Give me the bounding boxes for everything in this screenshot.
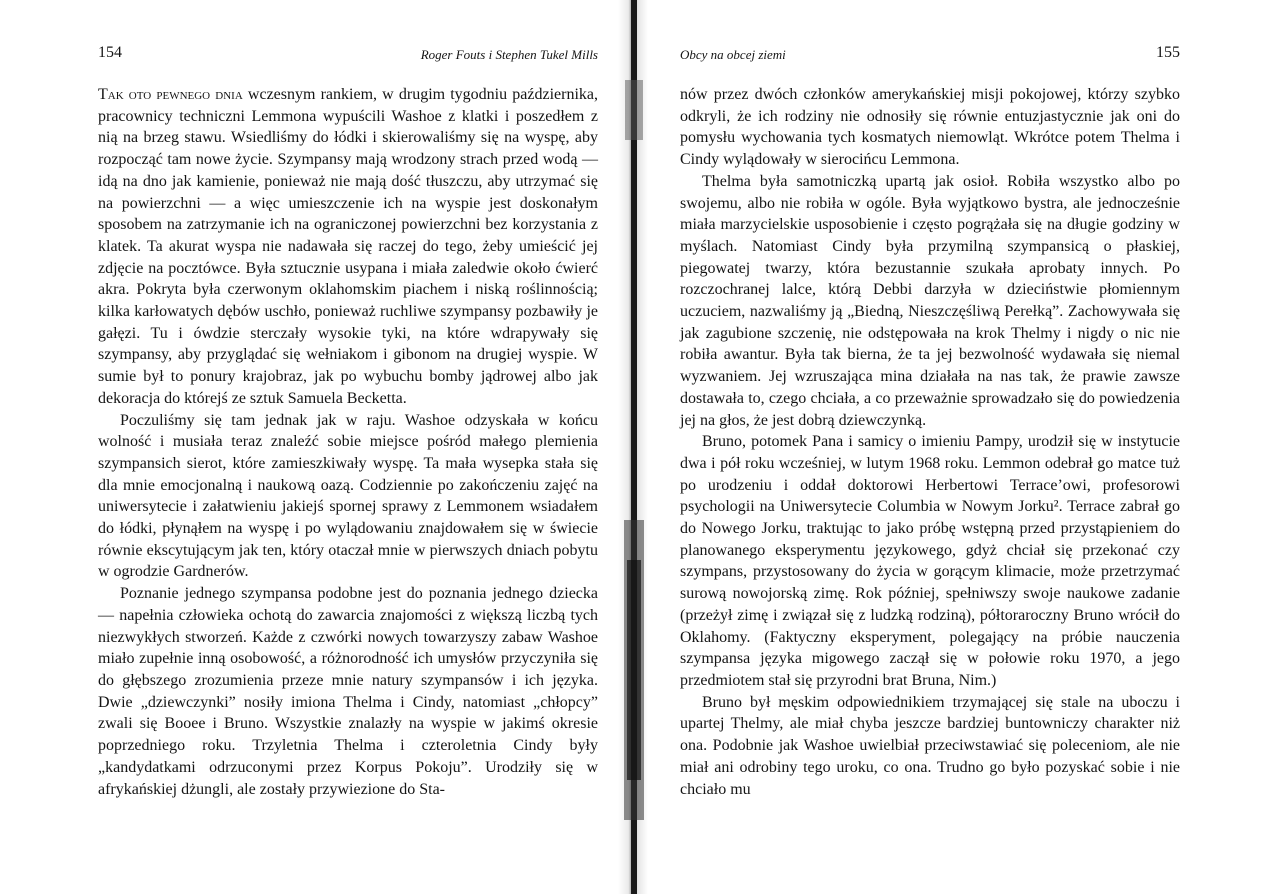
paragraph: Thelma była samotniczką upartą jak osioł. Robiła wszystko albo po swojemu, albo nie robiła w ogóle. Była wyjątkowo bystra, ale jednocześnie miała marzycielskie usposobienie i często pogrążała się na długie godziny w myślach. Natomiast Cindy była przymilną szympansicą o płaskiej, piegowatej twarzy, która bezustannie szukała aprobaty innych. Po rozczochranej lalce, którą Debbi darzyła w dzieciństwie płomiennym uczuciem, nazwaliśmy ją „Biedną, Nieszczęśliwą Perełką”. Zachowywała się jak zagubione szczenię, nie odstępowała na krok Thelmy i nigdy o nic nie robiła awantur. Była tak bierna, że ta jej bezwolność wydawała się niemal wyzwaniem. Jej wzruszająca mina działała na nas tak, że prawie zawsze dostawała to, czego chciała, a co przeważnie sprowadzało się do powiedzenia jej na głos, że jest dobrą dziewczynką. [680,172,1180,429]
running-head: Obcy na obcej ziemi [680,47,786,62]
book-gutter [598,0,668,894]
right-page [680,0,1180,894]
left-page-header [98,44,598,66]
paragraph: nów przez dwóch członków amerykańskiej misji pokojowej, którzy szybko odkryli, że ich rodziny nie odnosiły się równie entuzjastycznie jak oni do pomysłu wychowania tych kosmatych niemowląt. Wkrótce potem Thelma i Cindy wylądowały w sierocińcu Lemmona. [680,86,1180,169]
paragraph-text: wczesnym rankiem, w drugim tygodniu października, pracownicy techniczni Lemmona wypuścili Washoe z klatki i poszedłem z nią na brzeg stawu. Wsiedliśmy do łódki i skierowaliśmy się na wyspę, aby rozpocząć tam nowe życie. Szympansy mają wrodzony strach przed wodą — idą na dno jak kamienie, ponieważ nie mają dość tłuszczu, aby utrzymać się na powierzchni — a więc umieszczenie ich na wyspie jest doskonałym sposobem na zatrzymanie ich na ograniczonej powierzchni bez korzystania z klatek. Ta akurat wyspa nie nadawała się raczej do tego, żeby umieścić jej zdjęcie na pocztówce. Była sztucznie usypana i miała zaledwie około ćwierć akra. Pokryta była czerwonym oklahomskim piachem i niską roślinnością; kilka karłowatych dębów uschło, ponieważ ruchliwe szympansy pozbawiły je gałęzi. Tu i ówdzie sterczały wysokie tyki, na które wdrapywały się szympansy, aby przyglądać się wełniakom i gibonom na drugiej wyspie. W sumie był to ponury krajobraz, jak po wybuchu bomby jądrowej albo jak dekoracja do którejś ze sztuk Samuela Becketta. [98,86,598,407]
paragraph: Poznanie jednego szympansa podobne jest do poznania jednego dziecka — napełnia człowieka ochotą do zawarcia znajomości z większą liczbą tych niezwykłych stworzeń. Każde z czwórki nowych towarzyszy zabaw Washoe miało zupełnie inną osobowość, a różnorodność ich umysłów przyczyniła się do głębszego zrozumienia przeze mnie natury szympansów i ich języka. Dwie „dziewczynki” nosiły imiona Thelma i Cindy, natomiast „chłopcy” zwali się Booee i Bruno. Wszystkie znalazły na wyspie w jakimś okresie poprzedniego roku. Trzyletnia Thelma i czteroletnia Cindy były „kandydatkami odrzuconymi przez Korpus Pokoju”. Urodziły się w afrykańskiej dżungli, ale zostały przywiezione do Sta- [98,585,598,798]
left-page-body [98,84,598,800]
small-caps-lead: Tak oto pewnego dnia [98,86,243,103]
running-head: Roger Fouts i Stephen Tukel Mills [420,47,598,62]
paragraph: Bruno, potomek Pana i samicy o imieniu Pampy, urodził się w instytucie dwa i pół roku wcześniej, w lutym 1968 roku. Lemmon odebrał go matce tuż po urodzeniu i oddał doktorowi Herbertowi Terrace’owi, profesorowi psychologii na Uniwersytecie Columbia w Nowym Jorku². Terrace zabrał go do Nowego Jorku, traktując to jako próbę wstępną przed przystąpieniem do planowanego eksperymentu językowego, gdyż chciał się przekonać czy szympans, przystosowany do życia w gorącym klimacie, może przetrzymać surową nowojorską zimę. Rok później, spełniwszy swoje naukowe zadanie (przeżył zimę i związał się z ludzką rodziną), półtoraroczny Bruno wrócił do Oklahomy. (Faktyczny eksperyment, polegający na próbie nauczenia szympansa języka migowego zaczął się w połowie roku 1970, a jego przedmiotem stał się przyrodni brat Bruna, Nim.) [680,433,1180,689]
right-page-body [680,84,1180,800]
paragraph: Bruno był męskim odpowiednikiem trzymającej się stale na uboczu i upartej Thelmy, ale miał chyba jeszcze bardziej buntowniczy charakter niż ona. Podobnie jak Washoe uwielbiał przeciwstawiać się poleceniom, ale nie miał ani odrobiny tego uroku, co ona. Trudno go było pozyskać sobie i nie chciało mu [680,693,1180,798]
right-page-header [680,44,1180,66]
page-number: 155 [1156,44,1180,61]
page-number: 154 [98,44,122,61]
left-page [98,0,598,894]
paragraph: Poczuliśmy się tam jednak jak w raju. Washoe odzyskała w końcu wolność i musiała teraz znaleźć sobie miejsce pośród małego plemienia szympansich sierot, które zamieszkiwały wyspę. Ta mała wysepka stała się dla mnie emocjonalną i naukową oazą. Codziennie po zakończeniu zajęć na uniwersytecie i załatwieniu jakiejś spornej sprawy z Lemmonem wsiadałem do łódki, płynąłem na wyspę i po wylądowaniu znajdowałem się w świecie równie ekscytującym jak ten, który otaczał mnie w pierwszych dniach pobytu w ogrodzie Gardnerów. [98,411,598,581]
paragraph [98,84,598,410]
